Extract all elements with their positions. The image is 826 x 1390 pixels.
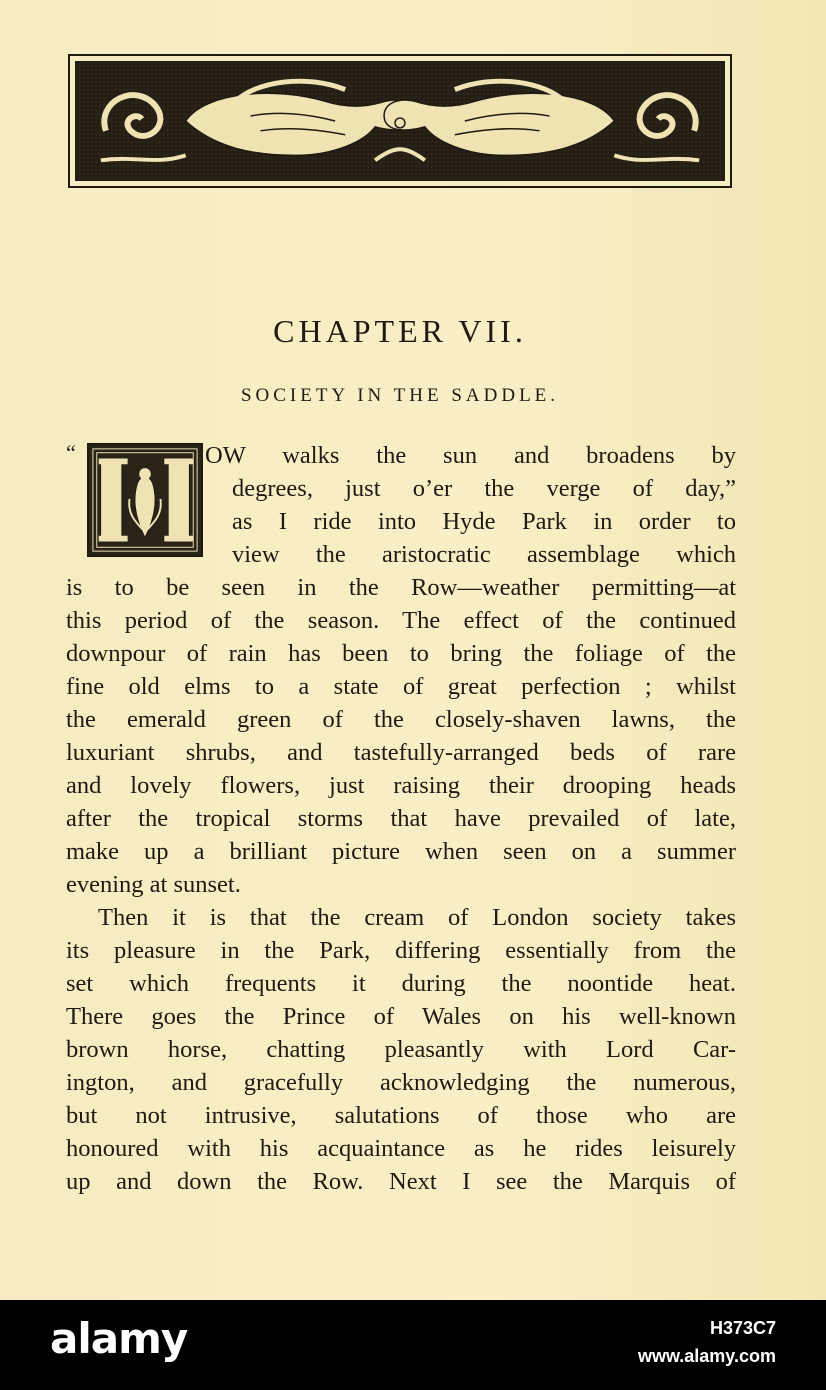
text-line: and lovely flowers, just raising their drooping heads — [66, 772, 736, 799]
headpiece-engraving — [75, 61, 725, 181]
text-line: downpour of rain has been to bring the foliage of the — [66, 640, 736, 667]
stock-photo-footer — [0, 1300, 826, 1390]
text-line: ington, and gracefully acknowledging the numerous, — [66, 1069, 736, 1096]
body-text — [66, 439, 736, 1198]
text-line: degrees, just o’er the verge of day,” — [232, 475, 736, 502]
ornamental-headpiece — [68, 54, 732, 188]
text-line: as I ride into Hyde Park in order to — [232, 508, 736, 535]
text-line: its pleasure in the Park, differing essentially from the — [66, 937, 736, 964]
text-line: OW walks the sun and broadens by — [205, 442, 736, 469]
text-line: after the tropical storms that have prevailed of late, — [66, 805, 736, 832]
alamy-logo: alamy — [50, 1314, 188, 1363]
text-line: set which frequents it during the noontide heat. — [66, 970, 736, 997]
site-url: www.alamy.com — [637, 1346, 776, 1366]
text-line: fine old elms to a state of great perfection ; whilst — [66, 673, 736, 700]
text-line: but not intrusive, salutations of those who are — [66, 1102, 736, 1129]
text-line: evening at sunset. — [66, 871, 241, 898]
image-id: H373C7 — [709, 1318, 776, 1338]
opening-quote-mark: “ — [66, 440, 76, 465]
text-line: view the aristocratic assemblage which — [232, 541, 736, 568]
text-line: luxuriant shrubs, and tastefully-arranged beds of rare — [66, 739, 736, 766]
chapter-subtitle: SOCIETY IN THE SADDLE. — [240, 385, 560, 406]
text-line: There goes the Prince of Wales on his well-known — [66, 1003, 736, 1030]
text-line: the emerald green of the closely-shaven lawns, the — [66, 706, 736, 733]
griffins-ornament-icon — [76, 62, 724, 180]
text-line: this period of the season. The effect of the continued — [66, 607, 736, 634]
text-line: is to be seen in the Row—weather permitting—at — [66, 574, 736, 601]
text-line: make up a brilliant picture when seen on a summer — [66, 838, 736, 865]
chapter-title: CHAPTER VII. — [273, 313, 527, 349]
text-line: honoured with his acquaintance as he rides leisurely — [66, 1135, 736, 1162]
text-line: brown horse, chatting pleasantly with Lord Car- — [66, 1036, 736, 1063]
text-line: up and down the Row. Next I see the Marquis of — [66, 1168, 736, 1195]
text-line: Then it is that the cream of London society takes — [98, 904, 736, 931]
